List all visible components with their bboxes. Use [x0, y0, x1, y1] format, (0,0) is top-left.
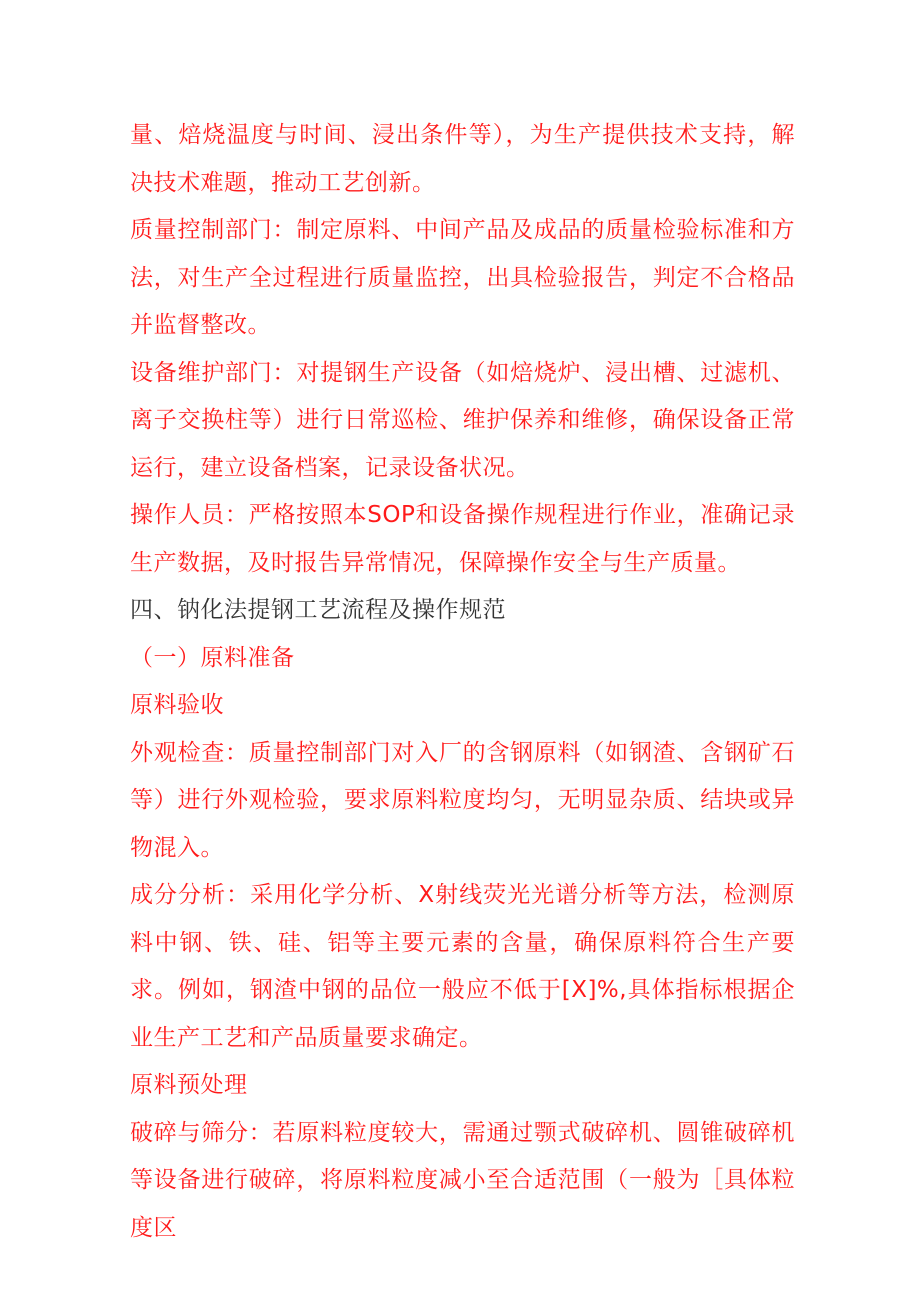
section-heading-process-flow: 四、钠化法提钢工艺流程及操作规范: [130, 597, 506, 623]
item-heading-raw-material-pretreatment: 原料预处理: [130, 1072, 248, 1098]
paragraph-equipment-maintenance-dept: 设备维护部门：对提钢生产设备（如焙烧炉、浸出槽、过滤机、离子交换柱等）进行日常巡检、维护保养和维修，确保设备正常运行，建立设备档案，记录设备状况。: [130, 359, 795, 481]
paragraph-composition-analysis: 成分分析：采用化学分析、X射线荧光光谱分析等方法，检测原料中钢、铁、硅、铝等主要元素的含量，确保原料符合生产要求。例如，钢渣中钢的品位一般应不低于[X]%,具体指标根据企业生产工艺和产品质量要求确定。: [130, 882, 795, 1051]
paragraph-quality-control-dept: 质量控制部门：制定原料、中间产品及成品的质量检验标准和方法，对生产全过程进行质量监控，出具检验报告，判定不合格品并监督整改。: [130, 217, 795, 338]
subsection-heading-raw-material-prep: （一）原料准备: [130, 644, 295, 671]
document-body: [130, 112, 795, 1252]
paragraph-crushing-screening: 破碎与筛分：若原料粒度较大，需通过颚式破碎机、圆锥破碎机等设备进行破碎，将原料粒度减小至合适范围（一般为［具体粒度区: [130, 1119, 795, 1241]
paragraph-operators: 操作人员：严格按照本SOP和设备操作规程进行作业，准确记录生产数据，及时报告异常情况，保障操作安全与生产质量。: [130, 502, 795, 576]
paragraph-tech-support: 量、焙烧温度与时间、浸出条件等），为生产提供技术支持，解决技术难题，推动工艺创新。: [130, 122, 795, 196]
paragraph-appearance-inspection: 外观检查：质量控制部门对入厂的含钢原料（如钢渣、含钢矿石等）进行外观检验，要求原料粒度均匀，无明显杂质、结块或异物混入。: [130, 739, 795, 861]
item-heading-raw-material-acceptance: 原料验收: [130, 692, 224, 718]
